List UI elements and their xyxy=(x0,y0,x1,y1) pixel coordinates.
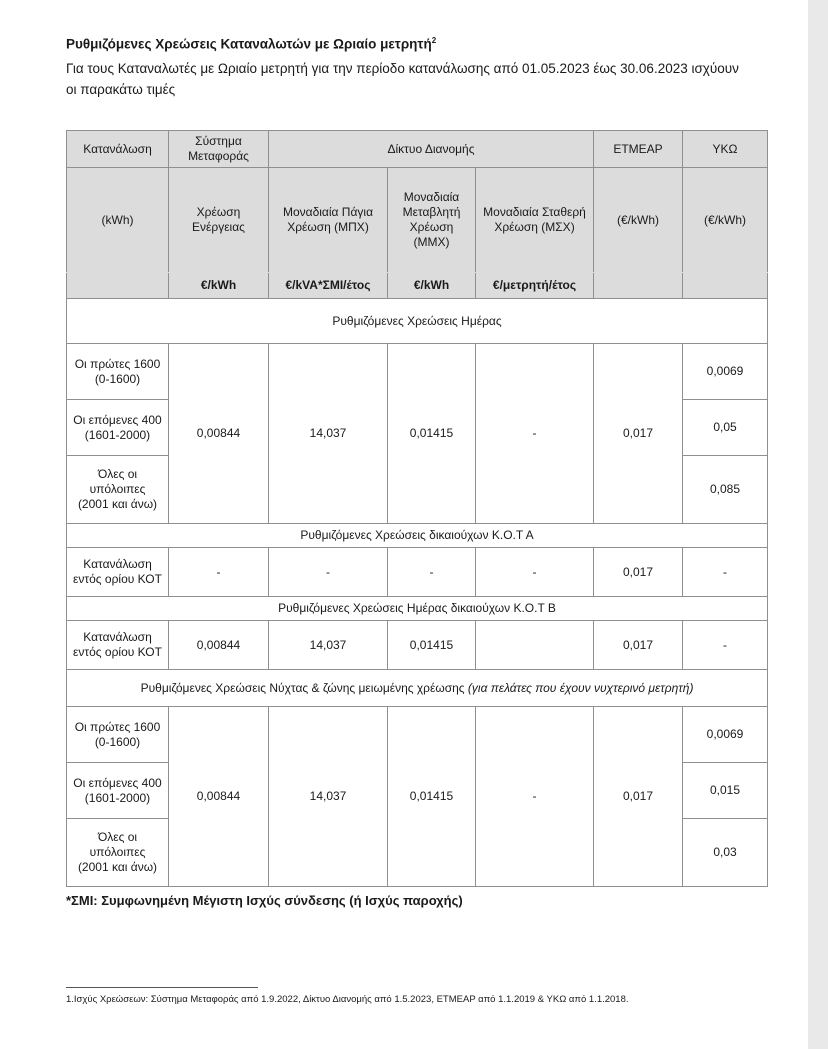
kot-b-msx xyxy=(476,621,594,670)
day-yko-3: 0,085 xyxy=(683,456,768,524)
night-etmear: 0,017 xyxy=(594,707,683,887)
header-mmx: Μοναδιαία Μεταβλητή Χρέωση (ΜΜΧ) xyxy=(388,168,476,273)
kot-b-mmx: 0,01415 xyxy=(388,621,476,670)
day-yko-2: 0,05 xyxy=(683,400,768,456)
day-etmear: 0,017 xyxy=(594,344,683,524)
day-band-2-label: Οι επόμενες 400 xyxy=(73,412,162,427)
kot-b-mpx: 14,037 xyxy=(269,621,388,670)
night-band-2-range: (1601-2000) xyxy=(84,790,151,805)
day-mmx: 0,01415 xyxy=(388,344,476,524)
footnote: 1.Ισχύς Χρεώσεων: Σύστημα Μεταφοράς από 1.9.2022, Δίκτυο Διανομής από 1.5.2023, ΕΤΜΕΑΡ από 1.1.2019 & ΥΚΩ από 1.1.2018. xyxy=(66,994,629,1005)
unit-energy: €/kWh xyxy=(169,273,269,299)
day-mpx: 14,037 xyxy=(269,344,388,524)
header-mpx: Μοναδιαία Πάγια Χρέωση (ΜΠΧ) xyxy=(269,168,388,273)
header-energy-charge: Χρέωση Ενέργειας xyxy=(169,168,269,273)
unit-mpx: €/kVA*ΣΜΙ/έτος xyxy=(269,273,388,299)
kot-a-mpx: - xyxy=(269,548,388,597)
header-distribution: Δίκτυο Διανομής xyxy=(269,131,594,168)
smi-note: *ΣΜΙ: Συμφωνημένη Μέγιστη Ισχύς σύνδεσης (ή Ισχύς παροχής) xyxy=(66,893,463,908)
footnote-divider xyxy=(66,987,258,988)
day-band-1-label: Οι πρώτες 1600 xyxy=(74,356,161,371)
night-band-3-label: Όλες οι υπόλοιπες xyxy=(89,830,146,859)
kot-b-energy: 0,00844 xyxy=(169,621,269,670)
unit-msx: €/μετρητή/έτος xyxy=(476,273,594,299)
viewer-right-margin xyxy=(808,0,828,1049)
day-yko-1: 0,0069 xyxy=(683,344,768,400)
kot-b-etmear: 0,017 xyxy=(594,621,683,670)
unit-empty-1 xyxy=(67,273,169,299)
unit-empty-3 xyxy=(683,273,768,299)
day-band-2-range: (1601-2000) xyxy=(84,427,151,442)
kot-a-energy: - xyxy=(169,548,269,597)
kot-a-yko: - xyxy=(683,548,768,597)
day-energy: 0,00844 xyxy=(169,344,269,524)
header-msx: Μοναδιαία Σταθερή Χρέωση (ΜΣΧ) xyxy=(476,168,594,273)
night-band-3 xyxy=(67,819,169,887)
kot-a-mmx: - xyxy=(388,548,476,597)
kot-a-msx: - xyxy=(476,548,594,597)
section-night-title: Ρυθμιζόμενες Χρεώσεις Νύχτας & ζώνης μειωμένης χρέωσης xyxy=(140,680,465,695)
night-mpx: 14,037 xyxy=(269,707,388,887)
day-band-3-range: (2001 και άνω) xyxy=(77,497,158,511)
kot-a-etmear: 0,017 xyxy=(594,548,683,597)
kot-b-label: Κατανάλωση εντός ορίου ΚΟΤ xyxy=(67,621,169,670)
night-yko-1: 0,0069 xyxy=(683,707,768,763)
night-band-3-range: (2001 και άνω) xyxy=(77,860,158,874)
night-band-2-label: Οι επόμενες 400 xyxy=(73,775,162,790)
day-band-1-range: (0-1600) xyxy=(94,371,141,386)
section-kot-a: Ρυθμιζόμενες Χρεώσεις δικαιούχων Κ.Ο.Τ Α xyxy=(67,524,768,548)
night-band-1-label: Οι πρώτες 1600 xyxy=(74,719,161,734)
night-energy: 0,00844 xyxy=(169,707,269,887)
night-band-1 xyxy=(67,707,169,763)
header-transmission: Σύστημα Μεταφοράς xyxy=(169,131,269,168)
document-title xyxy=(66,36,436,52)
day-msx: - xyxy=(476,344,594,524)
night-band-2 xyxy=(67,763,169,819)
unit-empty-2 xyxy=(594,273,683,299)
title-superscript: 2 xyxy=(431,36,437,45)
day-band-1 xyxy=(67,344,169,400)
night-msx: - xyxy=(476,707,594,887)
section-day: Ρυθμιζόμενες Χρεώσεις Ημέρας xyxy=(67,299,768,344)
kot-b-yko: - xyxy=(683,621,768,670)
header-etmear-unit: (€/kWh) xyxy=(594,168,683,273)
unit-mmx: €/kWh xyxy=(388,273,476,299)
night-band-1-range: (0-1600) xyxy=(94,734,141,749)
title-text: Ρυθμιζόμενες Χρεώσεις Καταναλωτών με Ωριαίο μετρητή xyxy=(66,36,432,52)
section-night xyxy=(67,670,768,707)
header-kwh: (kWh) xyxy=(67,168,169,273)
night-yko-2: 0,015 xyxy=(683,763,768,819)
section-night-note: (για πελάτες που έχουν νυχτερινό μετρητή) xyxy=(467,680,694,695)
header-yko: ΥΚΩ xyxy=(683,131,768,168)
header-consumption: Κατανάλωση xyxy=(67,131,169,168)
day-band-3 xyxy=(67,456,169,524)
header-yko-unit: (€/kWh) xyxy=(683,168,768,273)
section-kot-b: Ρυθμιζόμενες Χρεώσεις Ημέρας δικαιούχων Κ.Ο.Τ Β xyxy=(67,597,768,621)
night-mmx: 0,01415 xyxy=(388,707,476,887)
night-yko-3: 0,03 xyxy=(683,819,768,887)
tariff-table xyxy=(66,130,768,887)
kot-a-label: Κατανάλωση εντός ορίου ΚΟΤ xyxy=(67,548,169,597)
day-band-2 xyxy=(67,400,169,456)
day-band-3-label: Όλες οι υπόλοιπες xyxy=(89,467,146,496)
intro-paragraph: Για τους Καταναλωτές με Ωριαίο μετρητή για την περίοδο κατανάλωσης από 01.05.2023 έως 30.06.2023 ισχύουν οι παρακάτω τιμές xyxy=(66,61,739,97)
header-etmear: ΕΤΜΕΑΡ xyxy=(594,131,683,168)
